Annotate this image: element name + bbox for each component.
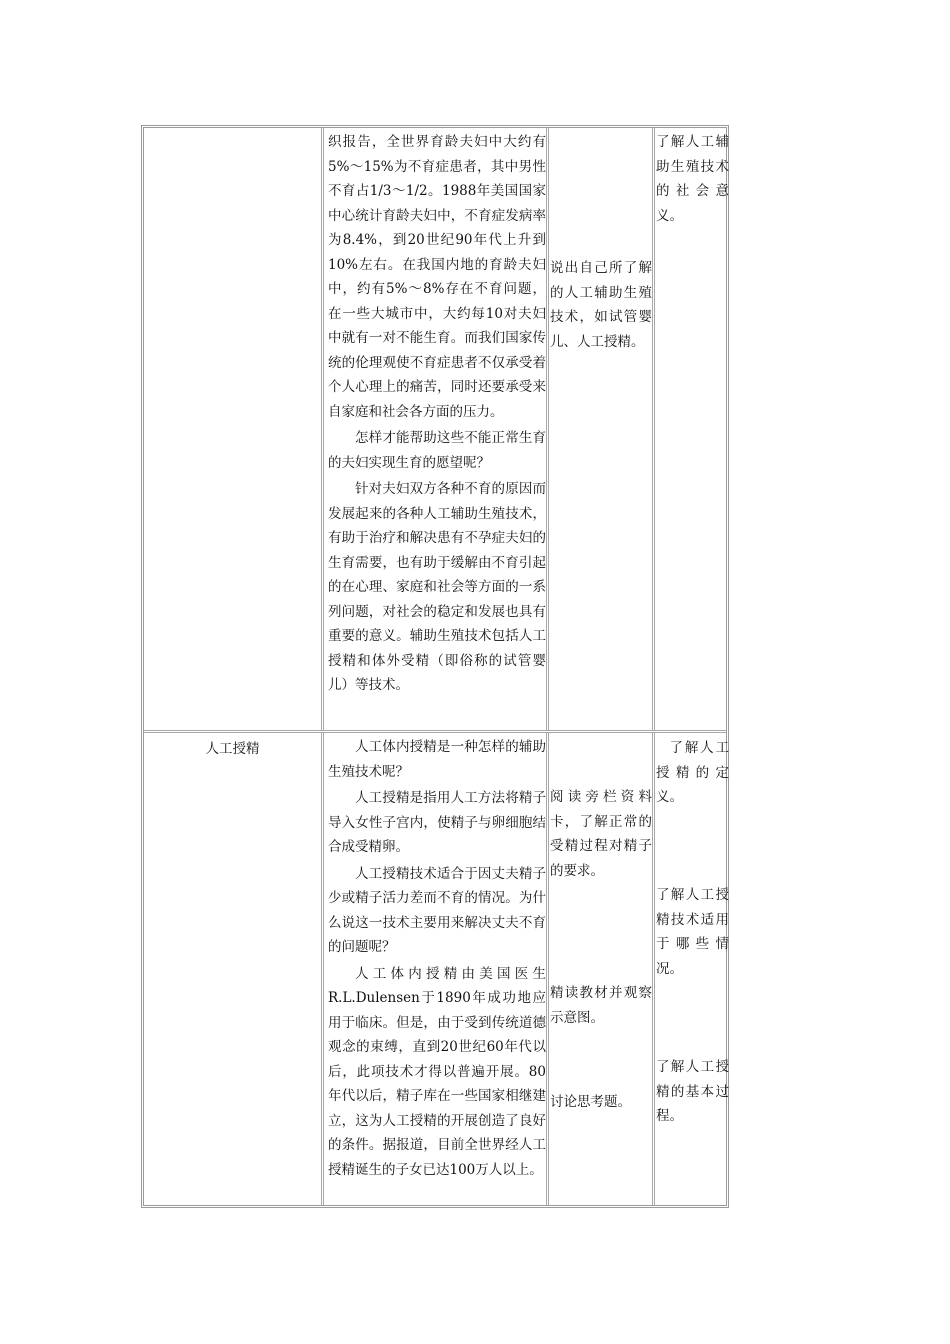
content-paragraph: 人工授精技术适合于因丈夫精子少或精子活力差而不育的情况。为什么说这一技术主要用来解决丈夫不育的问题呢？ xyxy=(328,865,546,955)
content-paragraph: 织报告，全世界育龄夫妇中大约有5%～15%为不育症患者，其中男性不育占1/3～1/2。1988年美国国家中心统计育龄夫妇中，不育症发病率为8.4%，到20世纪90年代上升到10%左右。在我国内地的育龄夫妇中，约有5%～8%存在不育问题，在一些大城市中，大约每10对夫妇中就有一对不能生育。而我们国家传统的伦理观使不育症患者不仅承受着个人心理上的痛苦，同时还要承受来自家庭和社会各方面的压力。 xyxy=(328,134,546,420)
student-activity: 阅读旁栏资料卡，了解正常的受精过程对精子的要求。 xyxy=(550,789,652,879)
learning-goal: 了解人工授精技术适用于哪些情况。 xyxy=(656,887,729,977)
goal-cell xyxy=(655,733,729,1205)
student-activity: 说出自己所了解的人工辅助生殖技术，如试管婴儿、人工授精。 xyxy=(550,260,652,350)
student-activity: 讨论思考题。 xyxy=(550,1094,631,1110)
learning-goal: 了解人工授精的基本过程。 xyxy=(656,1059,729,1124)
content-paragraph: 针对夫妇双方各种不育的原因而发展起来的各种人工辅助生殖技术，有助于治疗和解决患有不孕症夫妇的生育需要，也有助于缓解由不育引起的在心理、家庭和社会等方面的一系列问题，对社会的稳定和发展也具有重要的意义。辅助生殖技术包括人工授精和体外受精（即俗称的试管婴儿）等技术。 xyxy=(328,481,546,693)
topic-cell xyxy=(144,733,324,1205)
table-row xyxy=(144,128,729,733)
content-paragraph: 人工体内授精由美国医生R.L.Dulensen于1890年成功地应用于临床。但是，由于受到传统道德观念的束缚，直到20世纪60年代以后，此项技术才得以普遍开展。80年代以后，精子库在一些国家相继建立，这为人工授精的开展创造了良好的条件。据报道，目前全世界经人工授精诞生的子女已达100万人以上。 xyxy=(328,965,546,1178)
goal-cell xyxy=(655,128,729,730)
activity-cell xyxy=(549,733,655,1205)
table-row xyxy=(144,733,729,1205)
content-cell xyxy=(327,128,549,730)
content-cell xyxy=(327,733,549,1205)
learning-goal: 了解人工辅助生殖技术的社会意义。 xyxy=(656,134,729,224)
activity-cell xyxy=(549,128,655,730)
content-paragraph: 人工体内授精是一种怎样的辅助生殖技术呢？ xyxy=(328,739,546,780)
content-paragraph: 人工授精是指用人工方法将精子导入女性子宫内，使精子与卵细胞结合成受精卵。 xyxy=(328,790,546,855)
content-paragraph: 怎样才能帮助这些不能正常生育的夫妇实现生育的愿望呢？ xyxy=(328,430,546,471)
student-activity: 精读教材并观察示意图。 xyxy=(550,985,652,1026)
lesson-plan-table xyxy=(141,125,729,1208)
topic-cell xyxy=(144,128,324,730)
learning-goal: 了解人工授精的定义。 xyxy=(656,740,729,805)
topic-label: 人工授精 xyxy=(205,741,260,757)
